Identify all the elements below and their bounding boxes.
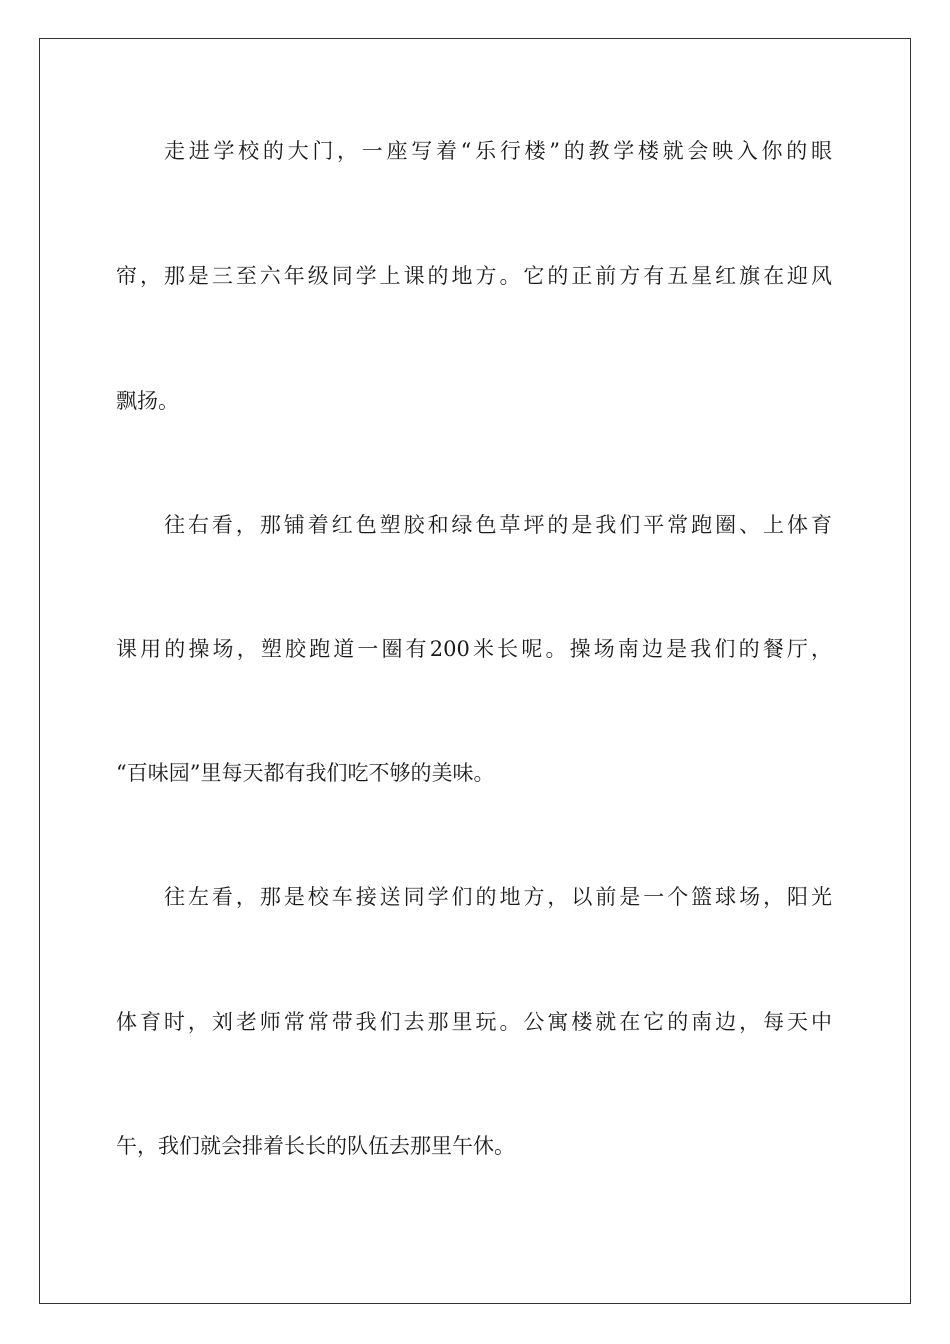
paragraph-line: 体育时，刘老师常常带我们去那里玩。公寓楼就在它的南边，每天中	[116, 1010, 832, 1034]
paragraph-line: 飘扬。	[116, 389, 179, 413]
paragraph-line: 往左看，那是校车接送同学们的地方，以前是一个篮球场，阳光	[164, 885, 832, 909]
paragraph-line: 课用的操场，塑胶跑道一圈有200米长呢。操场南边是我们的餐厅，	[116, 637, 832, 661]
page-border	[39, 38, 911, 1304]
paragraph-line: 往右看，那铺着红色塑胶和绿色草坪的是我们平常跑圈、上体育	[164, 513, 832, 537]
paragraph-line: 帘，那是三至六年级同学上课的地方。它的正前方有五星红旗在迎风	[116, 264, 832, 288]
paragraph-line: 走进学校的大门，一座写着“乐行楼”的教学楼就会映入你的眼	[164, 139, 832, 163]
paragraph-line: “百味园”里每天都有我们吃不够的美味。	[116, 761, 495, 785]
paragraph-line: 午，我们就会排着长长的队伍去那里午休。	[116, 1134, 515, 1158]
